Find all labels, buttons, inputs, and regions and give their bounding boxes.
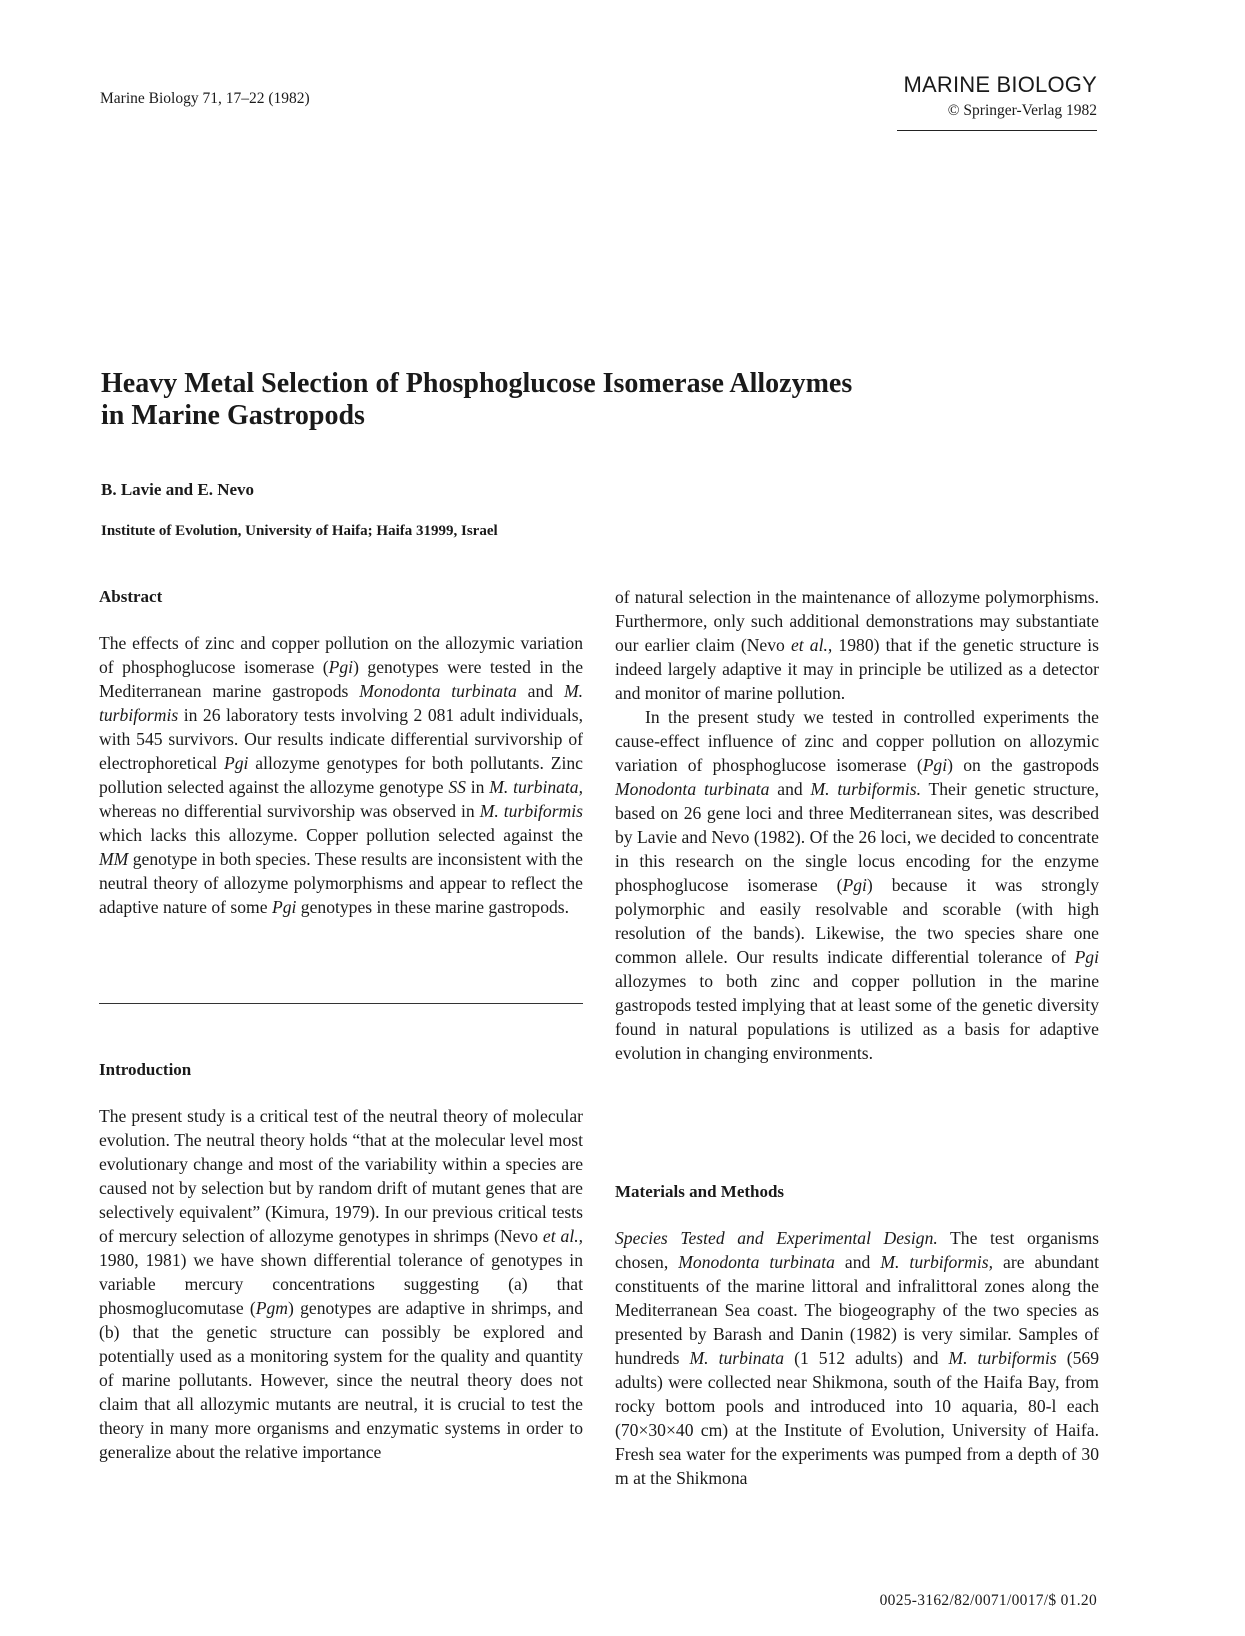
article-title [101,368,1001,432]
abstract-divider [99,1003,583,1004]
introduction-section [99,1058,583,1464]
affiliation: Institute of Evolution, University of Haifa; Haifa 31999, Israel [101,523,498,539]
introduction-paragraph-2: In the present study we tested in controlled experiments the cause-effect influence of zinc and copper pollution on allozymic variation of phosphoglucose isomerase (Pgi) on the gastropods Monodonta turbinata and M. turbiformis. Their genetic structure, based on 26 gene loci and three Mediterranean sites, was described by Lavie and Nevo (1982). Of the 26 loci, we decided to concentrate in this research on the single locus encoding for the enzyme phosphoglucose isomerase (Pgi) because it was strongly polymorphic and easily resolvable and scorable (with high resolution of the bands). Likewise, the two species share one common allele. Our results indicate differential tolerance of Pgi allozymes to both zinc and copper pollution in the marine gastropods tested implying that at least some of the genetic diversity found in natural populations is utilized as a basis for adaptive evolution in changing environments. [615,707,1099,1063]
journal-citation: Marine Biology 71, 17–22 (1982) [100,90,310,107]
abstract-section [99,585,583,919]
introduction-paragraph-1: The present study is a critical test of the neutral theory of molecular evolution. The neutral theory holds “that at the molecular level most evolutionary change and most of the variability within a species are caused not by selection but by random drift of mutant genes that are selectively equivalent” (Kimura, 1979). In our previous critical tests of mercury selection of allozyme genotypes in shrimps (Nevo et al., 1980, 1981) we have shown differential tolerance of genotypes in variable mercury concentrations suggesting (a) that phosmoglucomutase (Pgm) genotypes are adaptive in shrimps, and (b) that the genetic structure can possibly be explored and potentially used as a monitoring system for the quality and quantity of marine pollutants. However, since the neutral theory does not claim that all allozymic mutants are neutral, it is crucial to test the theory in many more organisms and enzymatic systems in order to generalize about the relative importance [99,1106,584,1462]
authors: B. Lavie and E. Nevo [101,480,255,499]
journal-masthead [897,72,1097,131]
introduction-paragraph-1-continued: of natural selection in the maintenance of allozyme polymorphisms. Furthermore, only such additional demonstrations may substantiate our earlier claim (Nevo et al., 1980) that if the genetic structure is indeed largely adaptive it may in principle be utilized as a detector and monitor of marine pollution. [615,587,1100,703]
abstract-heading: Abstract [99,587,163,606]
title-line-2: in Marine Gastropods [101,400,365,431]
journal-name: MARINE BIOLOGY [903,72,1097,97]
title-line-1: Heavy Metal Selection of Phosphoglucose Isomerase Allozymes [101,368,853,399]
methods-heading: Materials and Methods [615,1182,785,1201]
article-code: 0025-3162/82/0071/0017/$ 01.20 [879,1592,1097,1609]
methods-section [615,1180,1099,1490]
masthead-rule [897,130,1097,131]
introduction-heading: Introduction [99,1060,192,1079]
methods-paragraph-1: Species Tested and Experimental Design. The test organisms chosen, Monodonta turbinata and M. turbiformis, are abundant constituents of the marine littoral and infralittoral zones along the Mediterranean Sea coast. The biogeography of the two species as presented by Barash and Danin (1982) is very similar. Samples of hundreds M. turbinata (1 512 adults) and M. turbiformis (569 adults) were collected near Shikmona, south of the Haifa Bay, from rocky bottom pools and introduced into 10 aquaria, 80-l each (70×30×40 cm) at the Institute of Evolution, University of Haifa. Fresh sea water for the experiments was pumped from a depth of 30 m at the Shikmona [615,1228,1100,1488]
publisher-copyright: © Springer-Verlag 1982 [947,102,1097,119]
introduction-continued [615,585,1099,1065]
abstract-text: The effects of zinc and copper pollution on the allozymic variation of phosphoglucose isomerase (Pgi) genotypes were tested in the Mediterranean marine gastropods Monodonta turbinata and M. turbiformis in 26 laboratory tests involving 2 081 adult individuals, with 545 survivors. Our results indicate differential survivorship of electrophoretical Pgi allozyme genotypes for both pollutants. Zinc pollution selected against the allozyme genotype SS in M. turbinata, whereas no differential survivorship was observed in M. turbiformis which lacks this allozyme. Copper pollution selected against the MM genotype in both species. These results are inconsistent with the neutral theory of allozyme polymorphisms and appear to reflect the adaptive nature of some Pgi genotypes in these marine gastropods. [99,633,584,917]
methods-subheading: Species Tested and Experimental Design. [615,1228,938,1248]
